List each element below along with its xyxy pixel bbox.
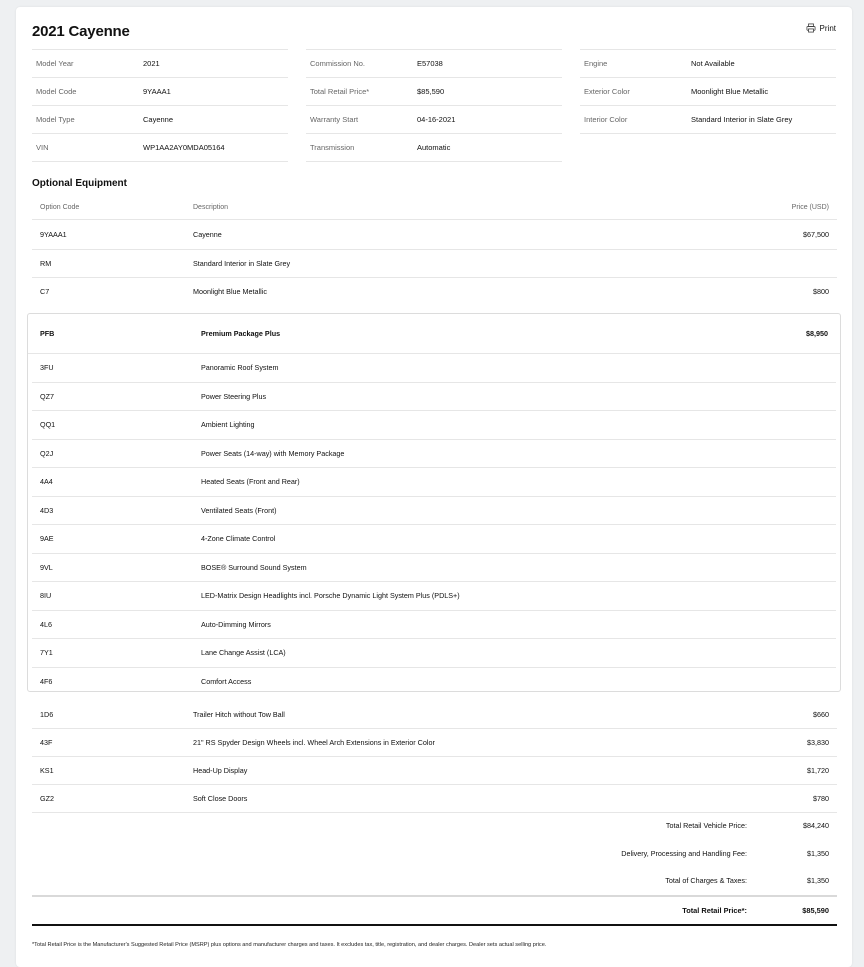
spec-row <box>32 77 288 105</box>
table-row <box>32 757 837 785</box>
package-item <box>32 639 836 668</box>
grand-total-row <box>32 897 837 924</box>
option-description: LED-Matrix Design Headlights incl. Porsche Dynamic Light System Plus (PDLS+) <box>201 591 460 601</box>
spec-row <box>32 105 288 133</box>
option-code: Q2J <box>40 448 54 458</box>
spec-label: Total Retail Price* <box>310 87 370 96</box>
spec-row <box>580 77 836 105</box>
total-row <box>32 840 837 868</box>
spec-row <box>580 105 836 134</box>
spec-row <box>32 133 288 162</box>
spec-value: WP1AA2AY0MDA05164 <box>143 143 225 152</box>
spec-row <box>306 105 562 133</box>
option-description: Soft Close Doors <box>193 794 248 803</box>
option-description: Cayenne <box>193 230 222 239</box>
total-label: Total Retail Vehicle Price: <box>665 821 747 831</box>
package-price: $8,950 <box>806 329 828 338</box>
package-item <box>32 383 836 412</box>
option-price: $1,720 <box>807 766 829 775</box>
option-code: 7Y1 <box>40 648 53 658</box>
header-price: Price (USD) <box>791 204 829 211</box>
premium-package-group <box>27 313 841 692</box>
spec-value: 04-16-2021 <box>417 115 456 124</box>
spec-label: Warranty Start <box>310 115 359 124</box>
option-description: Ambient Lighting <box>201 420 255 430</box>
table-row <box>32 278 837 305</box>
spec-label: Model Year <box>36 59 74 68</box>
option-price: $780 <box>813 794 829 803</box>
option-code: 8IU <box>40 591 52 601</box>
option-code: 4F6 <box>40 676 53 686</box>
option-code: C7 <box>40 287 50 296</box>
option-description: Standard Interior in Slate Grey <box>193 259 291 268</box>
printer-icon <box>806 23 816 33</box>
spec-label: Model Code <box>36 87 77 96</box>
spec-label: Interior Color <box>584 115 628 124</box>
option-price: $660 <box>813 710 829 719</box>
spec-value: Moonlight Blue Metallic <box>691 87 769 96</box>
table-row <box>32 250 837 278</box>
package-item <box>32 468 836 497</box>
option-code: QZ7 <box>40 391 54 401</box>
package-item <box>32 554 836 583</box>
spec-label: VIN <box>36 143 49 152</box>
grand-total-value: $85,590 <box>802 905 829 915</box>
option-code: 3FU <box>40 363 54 373</box>
option-description: BOSE® Surround Sound System <box>201 562 307 572</box>
spec-value: 9YAAA1 <box>143 87 171 96</box>
option-description: Moonlight Blue Metallic <box>193 287 267 296</box>
option-code: 9VL <box>40 562 53 572</box>
equipment-table-header <box>32 196 837 220</box>
package-description: Premium Package Plus <box>201 329 281 338</box>
option-code: KS1 <box>40 766 54 775</box>
header-option-code: Option Code <box>40 204 80 211</box>
option-description: Power Steering Plus <box>201 391 267 401</box>
package-header-row <box>28 314 840 354</box>
spec-label: Engine <box>584 59 608 68</box>
total-label: Total of Charges & Taxes: <box>665 876 747 886</box>
spec-column-2 <box>306 49 562 162</box>
header-description: Description <box>193 204 229 211</box>
table-row <box>32 729 837 757</box>
spec-label: Commission No. <box>310 59 366 68</box>
total-value: $84,240 <box>803 821 829 831</box>
table-row <box>32 701 837 729</box>
spec-row <box>32 49 288 77</box>
spec-row <box>306 49 562 77</box>
print-button[interactable] <box>806 23 836 33</box>
grand-total-label: Total Retail Price*: <box>682 905 747 915</box>
option-description: Ventilated Seats (Front) <box>201 505 277 515</box>
spec-value: Not Available <box>691 59 735 68</box>
print-label: Print <box>819 23 836 33</box>
spec-label: Transmission <box>310 143 355 152</box>
spec-value: Standard Interior in Slate Grey <box>691 115 793 124</box>
window-sticker-card <box>16 7 852 967</box>
option-description: Lane Change Assist (LCA) <box>201 648 286 658</box>
option-description: 21" RS Spyder Design Wheels incl. Wheel Arch Extensions in Exterior Color <box>193 738 435 747</box>
spec-value: Automatic <box>417 143 451 152</box>
table-row <box>32 785 837 813</box>
page-title: 2021 Cayenne <box>32 23 130 40</box>
option-description: Panoramic Roof System <box>201 363 279 373</box>
option-price: $800 <box>813 287 829 296</box>
package-item <box>32 582 836 611</box>
option-description: Trailer Hitch without Tow Ball <box>193 710 285 719</box>
option-code: 4A4 <box>40 477 53 487</box>
package-item <box>32 440 836 469</box>
option-description: Head-Up Display <box>193 766 248 775</box>
divider <box>32 924 837 926</box>
package-item <box>32 525 836 554</box>
spec-label: Model Type <box>36 115 75 124</box>
option-code: 4L6 <box>40 619 52 629</box>
total-value: $1,350 <box>807 848 829 858</box>
option-description: 4-Zone Climate Control <box>201 534 276 544</box>
option-code: 43F <box>40 738 53 747</box>
total-row <box>32 812 837 840</box>
equipment-bottom-rows <box>32 701 837 813</box>
package-item <box>32 611 836 640</box>
package-item <box>32 411 836 440</box>
table-row <box>32 220 837 250</box>
spec-value: 2021 <box>143 59 160 68</box>
spec-column-3 <box>580 49 836 134</box>
spec-row <box>306 133 562 162</box>
option-price: $67,500 <box>803 230 829 239</box>
option-code: RM <box>40 259 52 268</box>
option-price: $3,830 <box>807 738 829 747</box>
option-code: 4D3 <box>40 505 54 515</box>
option-code: 1D6 <box>40 710 54 719</box>
option-description: Power Seats (14-way) with Memory Package <box>201 448 345 458</box>
option-description: Auto-Dimming Mirrors <box>201 619 271 629</box>
option-description: Comfort Access <box>201 676 252 686</box>
spec-value: Cayenne <box>143 115 174 124</box>
spec-value: $85,590 <box>417 87 445 96</box>
total-row <box>32 867 837 895</box>
total-value: $1,350 <box>807 876 829 886</box>
total-label: Delivery, Processing and Handling Fee: <box>621 848 747 858</box>
option-code: GZ2 <box>40 794 54 803</box>
equipment-top-rows <box>32 220 837 305</box>
spec-value: E57038 <box>417 59 443 68</box>
package-item <box>32 668 836 696</box>
option-code: QQ1 <box>40 420 56 430</box>
option-code: 9AE <box>40 534 54 544</box>
package-item <box>32 354 836 383</box>
spec-label: Exterior Color <box>584 87 630 96</box>
option-description: Heated Seats (Front and Rear) <box>201 477 300 487</box>
totals-section <box>32 812 837 926</box>
package-code: PFB <box>40 329 55 338</box>
spec-row <box>306 77 562 105</box>
footnote: *Total Retail Price is the Manufacturer's Suggested Retail Price (MSRP) plus options and manufacturer charges and taxes. It excludes tax, title, registration, and dealer charges. Dealer sets actual selling price. <box>32 942 547 948</box>
spec-row <box>580 49 836 77</box>
package-item <box>32 497 836 526</box>
option-code: 9YAAA1 <box>40 230 67 239</box>
optional-equipment-title: Optional Equipment <box>32 178 127 189</box>
spec-column-1 <box>32 49 288 162</box>
